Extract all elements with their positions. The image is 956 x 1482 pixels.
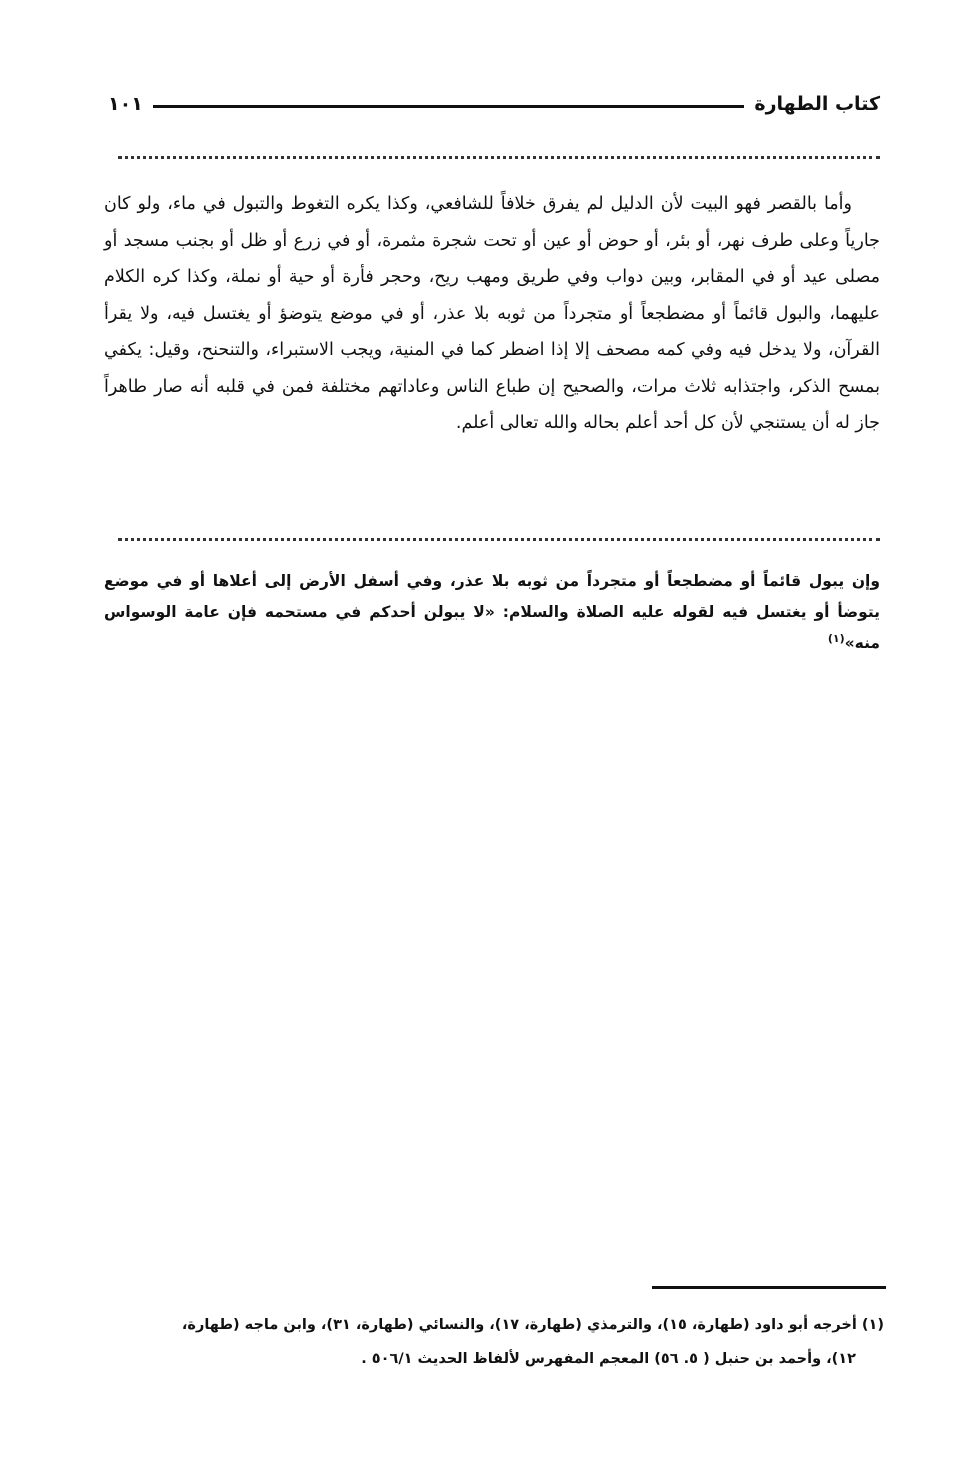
footnote-rule [652,1286,886,1289]
footnote [104,1308,884,1376]
commentary-text: وأما بالقصر فهو البيت لأن الدليل لم يفرق خلافاً للشافعي، وكذا يكره التغوط والتبول في ماء، ولو كان جارياً وعلى طرف نهر، أو بئر، أو حوض أو عين أو تحت شجرة مثمرة، أو في زرع أو ظل أو بجنب مسجد أو مصلى عيد أو في المقابر، وبين دواب وفي طريق ومهب ريح، وحجر فأرة أو حية أو نملة، وكذا كره الكلام عليهما، والبول قائماً أو مضطجعاً أو متجرداً من ثوبه بلا عذر، أو في موضع يتوضؤ أو يغتسل فيه، ولا يقرأ القرآن، ولا يدخل فيه وفي كمه مصحف إلا إذا اضطر كما في المنية، ويجب الاستبراء، والتنحنح، وقيل: يكفي بمسح الذكر، واجتذابه ثلاث مرات، والصحيح إن طباع الناس وعاداتهم مختلفة فمن في قلبه أنه صار طاهراً جاز له أن يستنجي لأن كل أحد أعلم بحاله والله تعالى أعلم. [104,194,880,433]
running-header [108,86,880,122]
dotted-separator-middle [118,538,880,541]
header-rule [153,105,745,108]
footnote-line-1: (١) أخرجه أبو داود (طهارة، ١٥)، والترمذي (طهارة، ١٧)، والنسائي (طهارة، ٣١)، وابن ماجه (طهارة، [181,1317,884,1333]
main-text-paragraph [104,566,880,659]
commentary-paragraph [104,186,880,442]
page-number: ١٠١ [108,93,143,115]
chapter-title: كتاب الطهارة [754,93,880,115]
footnote-reference: (١) [827,631,845,645]
footnote-line-2: ١٢)، وأحمد بن حنبل ( ٥. ٥٦) المعجم المفهرس لألفاظ الحديث ٥٠٦/١ . [361,1351,856,1367]
dotted-separator-top [118,156,880,159]
main-text: وإن يبول قائماً أو مضطجعاً أو متجرداً من ثوبه بلا عذر، وفي أسفل الأرض إلى أعلاها أو في موضع يتوضأ أو يغتسل فيه لقوله عليه الصلاة والسلام: «لا يبولن أحدكم في مستحمه فإن عامة الوسواس منه» [104,572,880,652]
